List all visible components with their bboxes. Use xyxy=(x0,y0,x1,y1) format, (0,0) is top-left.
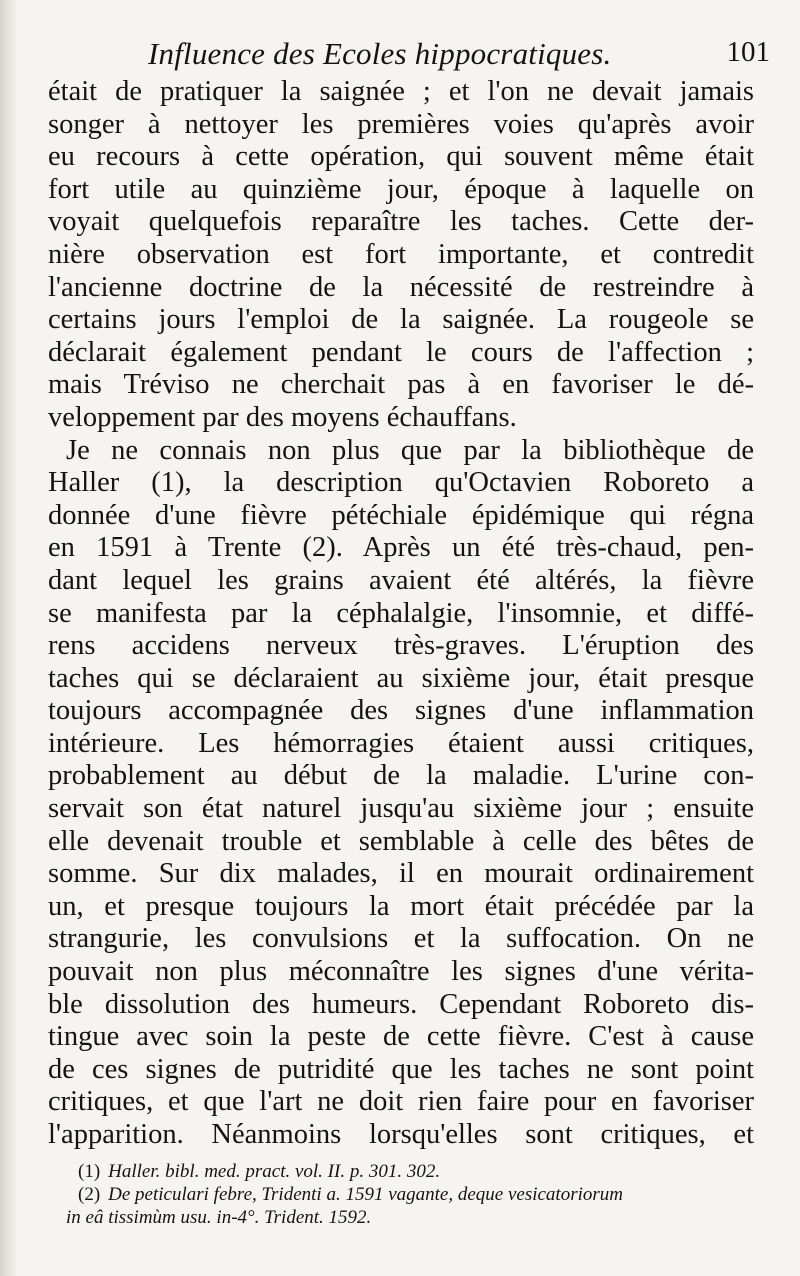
text-line: intérieure. Les hémorragies étaient aussi critiques, xyxy=(48,727,754,759)
text-line: Haller (1), la description qu'Octavien Roboreto a xyxy=(48,467,754,499)
footnote-1 xyxy=(78,1160,758,1183)
page-number: 101 xyxy=(726,36,770,68)
text-line: dant lequel les grains avaient été altérés, la fièvre xyxy=(48,564,754,596)
running-title: Influence des Ecoles hippocratiques. xyxy=(148,36,612,71)
text-line: taches qui se déclaraient au sixième jour, était presque xyxy=(48,662,754,694)
text-line: mais Tréviso ne cherchait pas à en favoriser le dé- xyxy=(48,369,754,401)
text-line: probablement au début de la maladie. L'urine con- xyxy=(48,760,754,792)
text-line: l'apparition. Néanmoins lorsqu'elles sont critiques, et xyxy=(48,1119,754,1150)
text-line: voyait quelquefois reparaître les taches. Cette der- xyxy=(48,206,754,238)
text-line: tingue avec soin la peste de cette fièvre. C'est à cause xyxy=(48,1021,754,1053)
text-line: était de pratiquer la saignée ; et l'on ne devait jamais xyxy=(48,76,754,107)
text-line: donnée d'une fièvre pétéchiale épidémique qui régna xyxy=(48,499,754,531)
text-line: somme. Sur dix malades, il en mourait ordinairement xyxy=(48,858,754,890)
page-header xyxy=(140,36,770,76)
footnote-text: Haller. bibl. med. pract. vol. II. p. 301. 302. xyxy=(108,1161,441,1182)
text-line: elle devenait trouble et semblable à celle des bêtes de xyxy=(48,825,754,857)
page-edge-shadow xyxy=(0,0,18,1276)
text-line: strangurie, les convulsions et la suffocation. On ne xyxy=(48,923,754,955)
footnote-text: De peticulari febre, Tridenti a. 1591 vagante, deque vesicatoriorum xyxy=(108,1184,624,1205)
text-line: se manifesta par la céphalalgie, l'insomnie, et diffé- xyxy=(48,597,754,629)
text-line: eu recours à cette opération, qui souvent même était xyxy=(48,141,754,173)
text-line: toujours accompagnée des signes d'une inflammation xyxy=(48,695,754,727)
text-line: certains jours l'emploi de la saignée. La rougeole se xyxy=(48,304,754,336)
text-line: critiques, et que l'art ne doit rien faire pour en favoriser xyxy=(48,1086,754,1118)
text-line: servait son état naturel jusqu'au sixième jour ; ensuite xyxy=(48,793,754,825)
text-line: ble dissolution des humeurs. Cependant Roboreto dis- xyxy=(48,988,754,1020)
text-line: Je ne connais non plus que par la bibliothèque de xyxy=(66,434,754,466)
text-line: veloppement par des moyens échauffans. xyxy=(48,401,517,433)
text-line: fort utile au quinzième jour, époque à laquelle on xyxy=(48,173,754,205)
text-line: pouvait non plus méconnaître les signes d'une vérita- xyxy=(48,956,754,988)
text-line: de ces signes de putridité que les taches ne sont point xyxy=(48,1053,754,1085)
footnote-number: (2) xyxy=(78,1184,101,1205)
text-line: un, et presque toujours la mort était précédée par la xyxy=(48,890,754,922)
body-text xyxy=(48,76,754,1152)
text-line: l'ancienne doctrine de la nécessité de restreindre à xyxy=(48,271,754,303)
text-line: songer à nettoyer les premières voies qu'après avoir xyxy=(48,108,754,140)
footnote-2 xyxy=(78,1183,758,1206)
footnote-2-continuation: in eâ tissimùm usu. in-4°. Trident. 1592. xyxy=(66,1207,372,1228)
footnote-number: (1) xyxy=(78,1161,101,1182)
footnotes xyxy=(66,1160,758,1229)
text-line: en 1591 à Trente (2). Après un été très-chaud, pen- xyxy=(48,532,754,564)
text-line: rens accidens nerveux très-graves. L'éruption des xyxy=(48,630,754,662)
text-line: nière observation est fort importante, et contredit xyxy=(48,238,754,270)
text-line: déclarait également pendant le cours de l'affection ; xyxy=(48,336,754,368)
